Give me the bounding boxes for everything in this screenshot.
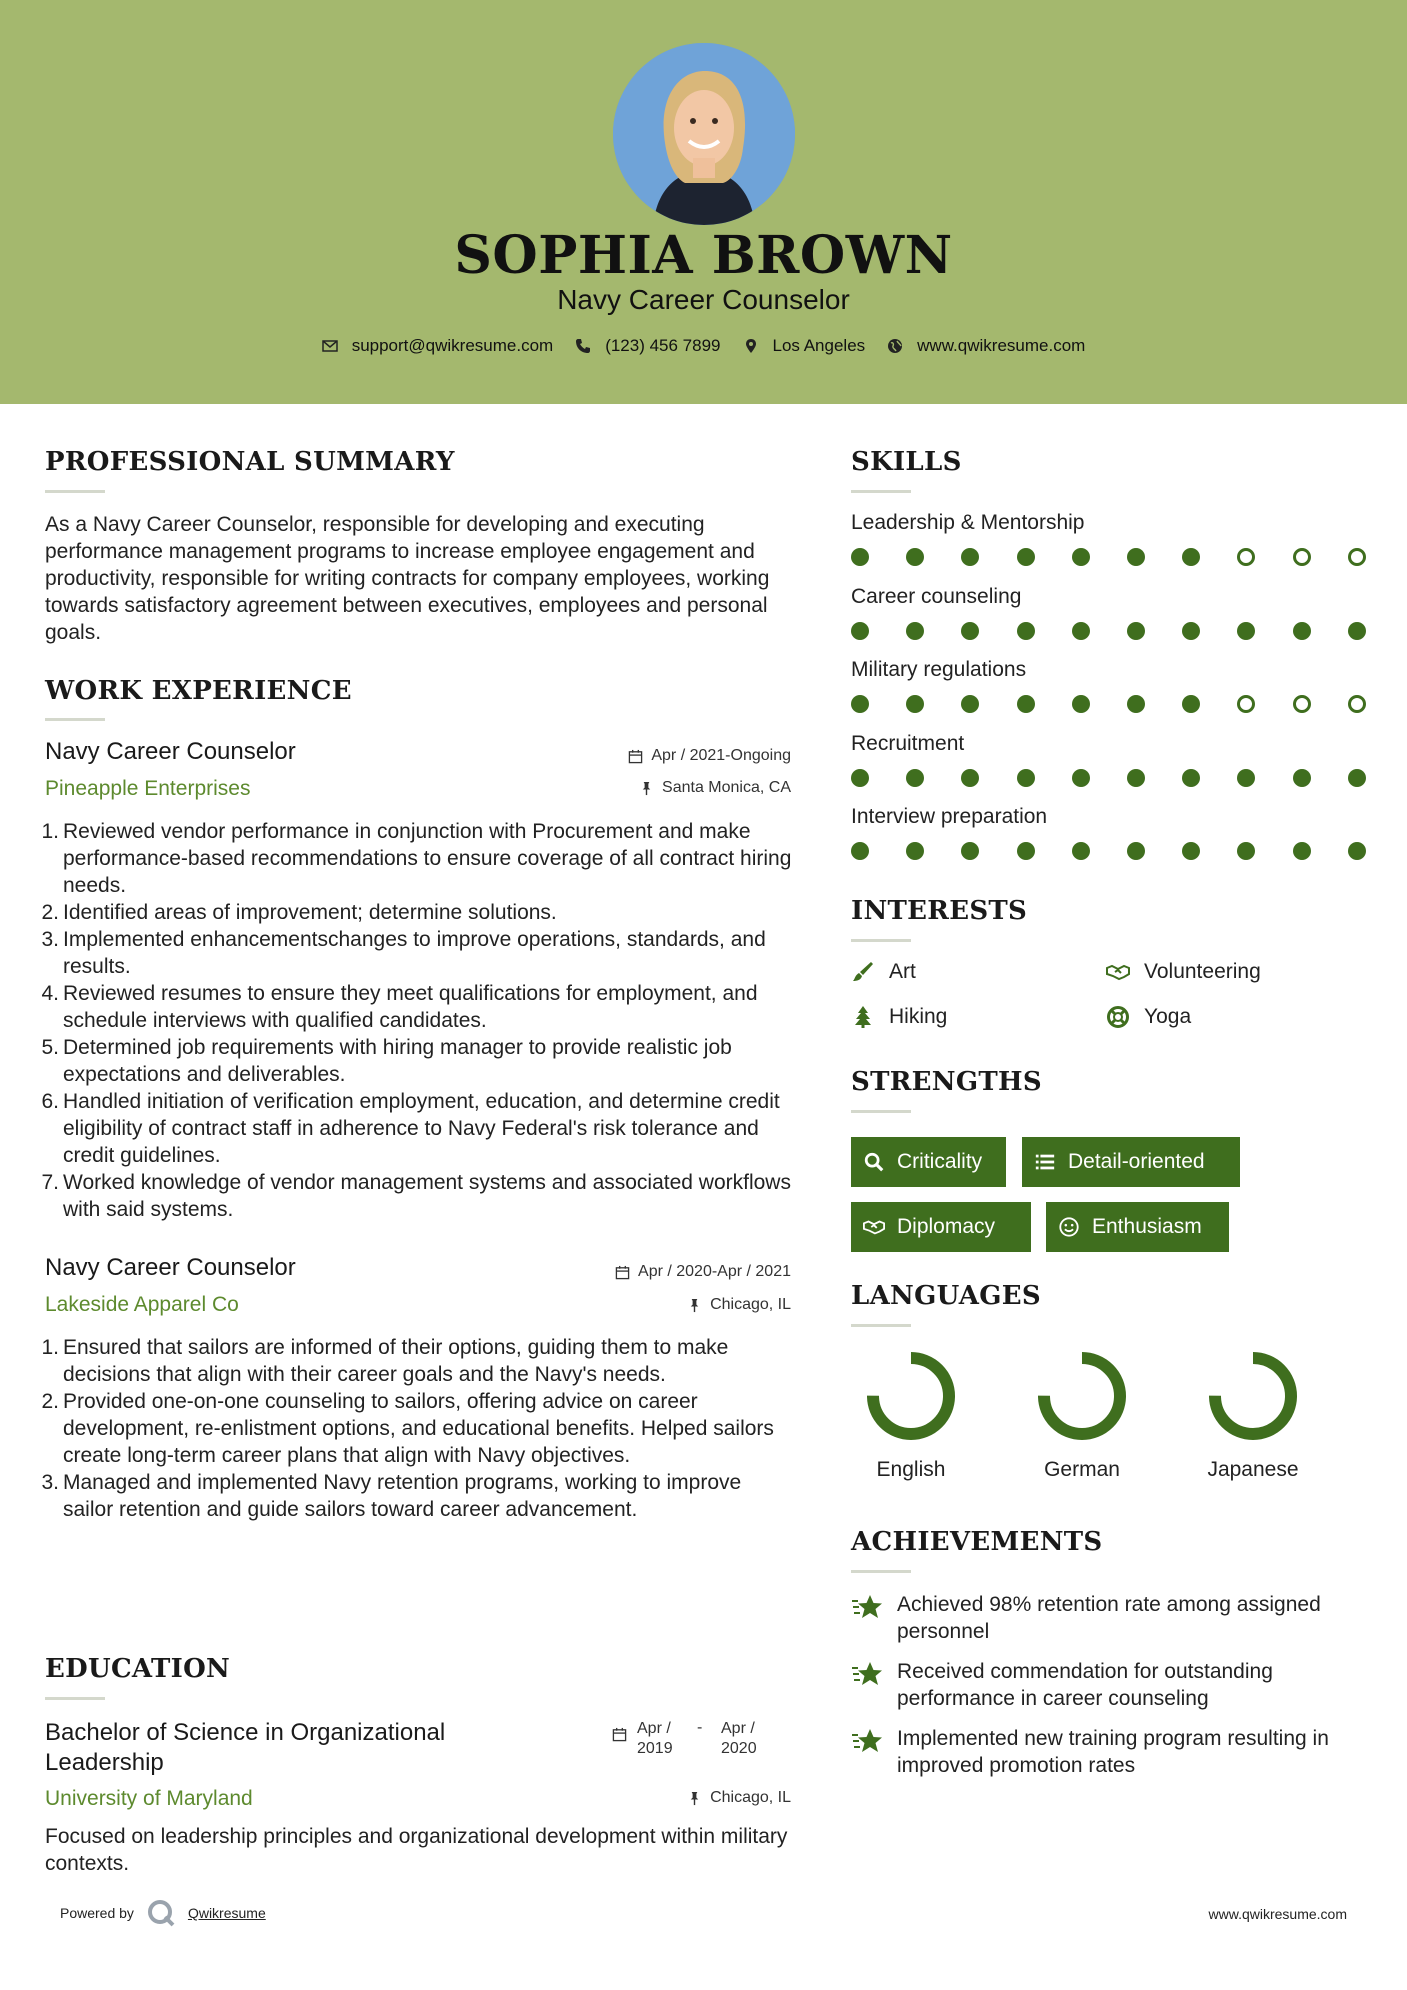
interests-divider bbox=[851, 939, 911, 942]
skill-dot-filled bbox=[1017, 548, 1035, 566]
achievement-item bbox=[851, 1725, 1371, 1779]
list-item-text: Reviewed vendor performance in conjunction with Procurement and make performance-based recommendations to ensure coverage of all contract hiring needs. bbox=[63, 820, 792, 897]
languages-divider bbox=[851, 1324, 911, 1327]
list-icon bbox=[1034, 1151, 1056, 1173]
education-date-end: Apr / 2020 bbox=[721, 1720, 757, 1757]
job-location-text: Chicago, IL bbox=[710, 1296, 791, 1313]
list-item bbox=[41, 1334, 795, 1388]
skill-dot-filled bbox=[961, 548, 979, 566]
list-item-text: Provided one-on-one counseling to sailors, offering advice on career development, re-enlistment options, and educational benefits. Helped sailors create long-term career plans that align with Navy objectives. bbox=[63, 1390, 774, 1467]
list-number: 6. bbox=[41, 1090, 59, 1113]
skill-dot-filled bbox=[1293, 769, 1311, 787]
interest-label: Art bbox=[889, 960, 916, 983]
interest-label: Hiking bbox=[889, 1005, 948, 1028]
contact-phone[interactable] bbox=[575, 336, 720, 356]
summary-text: As a Navy Career Counselor, responsible for developing and executing performance management programs to increase employee engagement and productivity, responsible for writing contracts for company employees, working towards satisfactory agreement between executives, employees and personal goals. bbox=[45, 513, 770, 644]
language-label: Japanese bbox=[1207, 1458, 1299, 1481]
list-item-text: Identified areas of improvement; determine solutions. bbox=[63, 901, 557, 924]
list-number: 1. bbox=[41, 1336, 59, 1359]
skill-dot-filled bbox=[906, 842, 924, 860]
skill-dot-empty bbox=[1293, 695, 1311, 713]
list-item-text: Handled initiation of verification employment, education, and determine credit eligibility of contract staff in adherence to Navy Federal's risk tolerance and credit guidelines. bbox=[63, 1090, 780, 1167]
strength-tag-detail-oriented bbox=[1022, 1137, 1240, 1187]
skill-dot-filled bbox=[1182, 622, 1200, 640]
skill-rating bbox=[851, 695, 1371, 715]
skill-dot-filled bbox=[1182, 548, 1200, 566]
strength-tag-criticality bbox=[851, 1137, 1006, 1187]
calendar-icon bbox=[628, 749, 643, 764]
handshake-icon bbox=[1106, 960, 1130, 984]
brand-link[interactable]: Qwikresume bbox=[187, 1905, 266, 1921]
list-item bbox=[41, 1034, 795, 1088]
skill-name: Interview preparation bbox=[851, 805, 1048, 828]
skill-dot-filled bbox=[1182, 695, 1200, 713]
candidate-name: SOPHIA BROWN bbox=[454, 225, 953, 286]
list-number: 3. bbox=[41, 928, 59, 951]
interest-label: Volunteering bbox=[1144, 960, 1261, 983]
skill-dot-filled bbox=[1072, 622, 1090, 640]
skill-rating bbox=[851, 548, 1371, 568]
skill-dot-filled bbox=[1127, 842, 1145, 860]
language-item bbox=[846, 1348, 976, 1482]
candidate-role: Navy Career Counselor bbox=[557, 284, 850, 315]
interest-yoga bbox=[1106, 1005, 1191, 1029]
list-number: 5. bbox=[41, 1036, 59, 1059]
list-number: 3. bbox=[41, 1471, 59, 1494]
strength-label: Detail-oriented bbox=[1068, 1150, 1205, 1173]
list-item bbox=[41, 899, 795, 926]
contact-website[interactable] bbox=[887, 336, 1085, 356]
interest-hiking bbox=[851, 1005, 947, 1029]
strength-label: Criticality bbox=[897, 1150, 983, 1173]
skill-dot-filled bbox=[961, 769, 979, 787]
language-label: English bbox=[876, 1458, 946, 1481]
skill-name: Career counseling bbox=[851, 584, 1022, 608]
skill-dot-filled bbox=[906, 695, 924, 713]
paintbrush-icon bbox=[851, 960, 875, 984]
job-location-text: Santa Monica, CA bbox=[662, 779, 791, 796]
strength-label: Diplomacy bbox=[897, 1215, 996, 1238]
strength-label: Enthusiasm bbox=[1092, 1215, 1202, 1238]
education-location-text: Chicago, IL bbox=[710, 1789, 791, 1806]
date-separator: - bbox=[697, 1719, 703, 1736]
portrait-image bbox=[613, 43, 795, 225]
list-item-text: Worked knowledge of vendor management systems and associated workflows with said systems. bbox=[63, 1171, 791, 1221]
list-item bbox=[41, 818, 795, 899]
calendar-icon bbox=[612, 1727, 627, 1742]
skills-heading: SKILLS bbox=[851, 447, 962, 477]
list-item-text: Determined job requirements with hiring manager to provide realistic job expectations and deliverables. bbox=[63, 1036, 732, 1086]
strengths-divider bbox=[851, 1110, 911, 1113]
qwikresume-logo-icon bbox=[146, 1898, 176, 1928]
achievements-heading: ACHIEVEMENTS bbox=[851, 1527, 1103, 1557]
degree-title: Bachelor of Science in Organizational Leadership bbox=[45, 1719, 446, 1776]
map-pin-icon bbox=[743, 338, 759, 354]
language-progress-ring bbox=[1034, 1348, 1130, 1444]
list-item bbox=[41, 1088, 795, 1169]
skill-dot-filled bbox=[851, 548, 869, 566]
list-item bbox=[41, 1388, 795, 1469]
contact-bar bbox=[0, 336, 1407, 356]
skill-dot-empty bbox=[1348, 548, 1366, 566]
contact-location bbox=[743, 336, 866, 356]
list-item-text: Reviewed resumes to ensure they meet qualifications for employment, and schedule interviews with qualified candidates. bbox=[63, 982, 758, 1032]
achievement-text: Achieved 98% retention rate among assigned personnel bbox=[897, 1593, 1321, 1643]
star-icon bbox=[851, 1593, 883, 1621]
list-number: 4. bbox=[41, 982, 59, 1005]
skill-dot-filled bbox=[906, 769, 924, 787]
star-icon bbox=[851, 1660, 883, 1688]
job-responsibilities bbox=[41, 818, 795, 1223]
language-progress-arc bbox=[1215, 1358, 1291, 1434]
skill-dot-filled bbox=[1017, 622, 1035, 640]
phone-icon bbox=[575, 338, 591, 354]
handshake-icon bbox=[863, 1216, 885, 1238]
powered-by-text: Powered by bbox=[60, 1905, 134, 1921]
strengths-heading: STRENGTHS bbox=[851, 1067, 1042, 1097]
skill-dot-filled bbox=[1127, 695, 1145, 713]
job-date-text: Apr / 2020-Apr / 2021 bbox=[638, 1263, 791, 1280]
skill-dot-filled bbox=[1072, 695, 1090, 713]
resume-header bbox=[0, 0, 1407, 404]
skill-rating bbox=[851, 842, 1371, 862]
list-item bbox=[41, 980, 795, 1034]
pushpin-icon bbox=[639, 781, 654, 796]
school-name: University of Maryland bbox=[45, 1787, 253, 1810]
job-company: Lakeside Apparel Co bbox=[45, 1293, 239, 1316]
skill-dot-filled bbox=[1017, 842, 1035, 860]
profile-photo bbox=[613, 43, 795, 225]
skill-dot-filled bbox=[1127, 548, 1145, 566]
education-date bbox=[612, 1719, 771, 1759]
list-number: 2. bbox=[41, 901, 59, 924]
summary-divider bbox=[45, 490, 105, 493]
globe-icon bbox=[887, 338, 903, 354]
experience-divider bbox=[45, 718, 105, 721]
language-progress-arc bbox=[1044, 1358, 1120, 1434]
pushpin-icon bbox=[687, 1791, 702, 1806]
job-location bbox=[500, 1296, 791, 1314]
language-label: German bbox=[1044, 1458, 1120, 1481]
skill-dot-filled bbox=[961, 695, 979, 713]
list-item bbox=[41, 1169, 795, 1223]
list-number: 1. bbox=[41, 820, 59, 843]
strength-tag-diplomacy bbox=[851, 1202, 1031, 1252]
achievement-item bbox=[851, 1591, 1371, 1645]
interest-volunteering bbox=[1106, 960, 1261, 984]
language-item bbox=[1017, 1348, 1147, 1482]
lifering-icon bbox=[1106, 1005, 1130, 1029]
skill-name: Military regulations bbox=[851, 658, 1027, 681]
list-item-text: Implemented enhancementschanges to improve operations, standards, and results. bbox=[63, 928, 766, 978]
phone-text: (123) 456 7899 bbox=[605, 336, 721, 355]
skill-dot-filled bbox=[906, 622, 924, 640]
education-divider bbox=[45, 1697, 105, 1700]
skill-dot-filled bbox=[1237, 769, 1255, 787]
search-icon bbox=[863, 1151, 885, 1173]
job-location bbox=[500, 779, 791, 797]
skill-dot-filled bbox=[1182, 842, 1200, 860]
skill-name: Recruitment bbox=[851, 731, 965, 755]
skill-dot-empty bbox=[1293, 548, 1311, 566]
skill-dot-filled bbox=[1127, 769, 1145, 787]
languages-heading: LANGUAGES bbox=[851, 1281, 1041, 1311]
skill-dot-filled bbox=[1127, 622, 1145, 640]
strength-tag-enthusiasm bbox=[1046, 1202, 1229, 1252]
skill-dot-filled bbox=[1237, 842, 1255, 860]
skill-dot-filled bbox=[1293, 842, 1311, 860]
achievements-divider bbox=[851, 1570, 911, 1573]
list-number: 2. bbox=[41, 1390, 59, 1413]
tree-icon bbox=[851, 1005, 875, 1029]
language-item bbox=[1188, 1348, 1318, 1482]
skill-name: Leadership & Mentorship bbox=[851, 511, 1085, 534]
skill-dot-filled bbox=[1072, 769, 1090, 787]
skill-dot-filled bbox=[851, 622, 869, 640]
skill-dot-empty bbox=[1348, 695, 1366, 713]
interest-label: Yoga bbox=[1144, 1005, 1192, 1028]
education-heading: EDUCATION bbox=[45, 1654, 231, 1684]
achievement-text: Implemented new training program resulting in improved promotion rates bbox=[897, 1727, 1329, 1777]
skill-dot-filled bbox=[906, 548, 924, 566]
contact-email[interactable] bbox=[322, 336, 554, 356]
experience-heading: WORK EXPERIENCE bbox=[45, 676, 352, 706]
skill-dot-filled bbox=[961, 842, 979, 860]
list-item-text: Managed and implemented Navy retention programs, working to improve sailor retention and guide sailors toward career advancement. bbox=[63, 1471, 742, 1521]
skill-dot-filled bbox=[851, 695, 869, 713]
education-date-start: Apr / 2019 bbox=[637, 1720, 673, 1757]
skill-dot-filled bbox=[1293, 622, 1311, 640]
list-item bbox=[41, 1469, 795, 1523]
skill-dot-filled bbox=[961, 622, 979, 640]
footer-powered-by bbox=[60, 1898, 266, 1928]
language-progress-ring bbox=[1205, 1348, 1301, 1444]
website-text: www.qwikresume.com bbox=[917, 336, 1086, 355]
email-text: support@qwikresume.com bbox=[351, 336, 554, 355]
skill-dot-filled bbox=[1348, 622, 1366, 640]
education-description: Focused on leadership principles and organizational development within military contexts. bbox=[45, 1825, 788, 1875]
smile-icon bbox=[1058, 1216, 1080, 1238]
skill-dot-filled bbox=[1072, 548, 1090, 566]
achievement-text: Received commendation for outstanding performance in career counseling bbox=[897, 1660, 1273, 1710]
skill-dot-empty bbox=[1237, 548, 1255, 566]
skill-rating bbox=[851, 622, 1371, 642]
pushpin-icon bbox=[687, 1298, 702, 1313]
footer-url[interactable]: www.qwikresume.com bbox=[1208, 1906, 1347, 1922]
list-number: 7. bbox=[41, 1171, 59, 1194]
list-item-text: Ensured that sailors are informed of their options, guiding them to make decisions that align with their career goals and the Navy's needs. bbox=[63, 1336, 729, 1386]
envelope-icon bbox=[322, 338, 338, 354]
skill-dot-filled bbox=[1348, 769, 1366, 787]
skill-dot-filled bbox=[1237, 622, 1255, 640]
job-title: Navy Career Counselor bbox=[45, 1254, 296, 1281]
job-company: Pineapple Enterprises bbox=[45, 777, 251, 800]
skill-dot-filled bbox=[1017, 695, 1035, 713]
skill-dot-filled bbox=[1072, 842, 1090, 860]
location-text: Los Angeles bbox=[772, 336, 866, 355]
calendar-icon bbox=[615, 1265, 630, 1280]
interest-art bbox=[851, 960, 916, 984]
skill-dot-filled bbox=[851, 842, 869, 860]
achievement-item bbox=[851, 1658, 1371, 1712]
interests-heading: INTERESTS bbox=[851, 896, 1028, 926]
skill-dot-filled bbox=[1182, 769, 1200, 787]
education-location bbox=[500, 1789, 791, 1807]
skills-divider bbox=[851, 490, 911, 493]
skill-rating bbox=[851, 769, 1371, 789]
language-progress-ring bbox=[863, 1348, 959, 1444]
job-date-text: Apr / 2021-Ongoing bbox=[651, 747, 791, 764]
skill-dot-filled bbox=[851, 769, 869, 787]
job-date bbox=[500, 1263, 791, 1281]
job-title: Navy Career Counselor bbox=[45, 738, 296, 765]
skill-dot-filled bbox=[1017, 769, 1035, 787]
job-responsibilities bbox=[41, 1334, 795, 1523]
skill-dot-filled bbox=[1348, 842, 1366, 860]
list-item bbox=[41, 926, 795, 980]
summary-heading: PROFESSIONAL SUMMARY bbox=[45, 447, 455, 477]
star-icon bbox=[851, 1727, 883, 1755]
language-progress-arc bbox=[873, 1358, 949, 1434]
skill-dot-empty bbox=[1237, 695, 1255, 713]
job-date bbox=[500, 747, 791, 765]
